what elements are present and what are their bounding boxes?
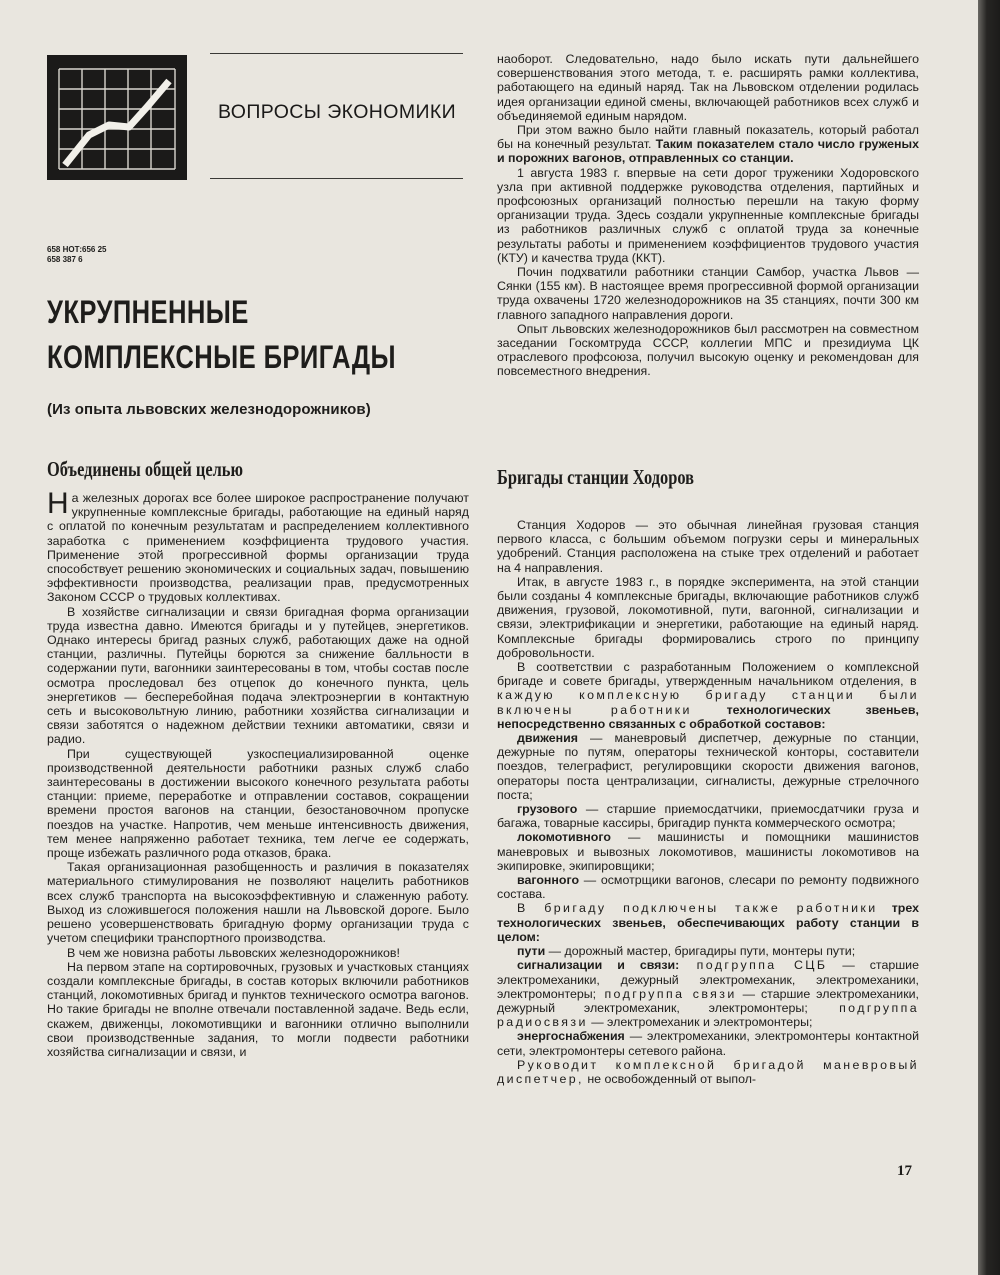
list-item: грузового — старшие приемосдатчики, приемосдатчики груза и багажа, товарные кассиры, бригадир пункта коммерческого осмотра; — [497, 802, 919, 831]
paragraph: При этом важно было найти главный показатель, который работал бы на конечный результат. Таким показателем стало число груженых и порожних вагонов, отправленных со станции. — [497, 123, 919, 166]
paragraph: Итак, в августе 1983 г., в порядке эксперимента, на этой станции были созданы 4 комплексные бригады, включающие работников служб движения, грузовой, локомотивной, пути, вагонной, сигнализации и связи, электрификации и энергетики, работающие на единый наряд. Комплексные бригады формировались строго по принципу добровольности. — [497, 574, 919, 660]
right-column-top — [497, 52, 919, 379]
paragraph: В чем же новизна работы львовских железнодорожников! — [67, 945, 400, 960]
page-edge-shadow — [978, 0, 1000, 1275]
title-line: КОМПЛЕКСНЫЕ БРИГАДЫ — [47, 339, 396, 375]
paragraph: При существующей узкоспециализированной оценке производственной деятельности работники разных служб слабо заинтересованы в достижении высокого конечного результата работы станции: приеме, переработке и отправлении составов, сокращении времени простоя вагонов на станции, безостановочном пропуске поездов на участке. Напротив, чем меньше интенсивность движения, тем менее напряженно работает техника, тем легче ее содержать, проще избежать различного рода отказов, брака. — [47, 746, 469, 861]
paragraph: Опыт львовских железнодорожников был рассмотрен на совместном заседании Госкомтруда СССР, коллегии МПС и президиума ЦК отраслевого профсоюза, получил высокую оценку и рекомендован для повсеместного внедрения. — [497, 321, 919, 379]
paragraph: На железных дорогах все более широкое распространение получают укрупненные комплексные бригады, работающие на единый наряд с оплатой по конечным результатам и распределением коллективного заработка с применением коэффициента трудового участия. Применение этой прогрессивной формы организации труда способствует решению экономических и социальных задач, повышению эффективности производства, реализации прав, предусмотренных Законом СССР о трудовых коллективах. — [47, 487, 469, 605]
udc-line: 658 НОТ:656 25 — [47, 245, 107, 254]
section-heading: Бригады станции Ходоров — [497, 465, 694, 489]
section-heading: Объединены общей целью — [47, 457, 243, 481]
article-title — [47, 290, 396, 380]
chart-logo-icon — [47, 55, 187, 180]
header-rule-bottom — [210, 178, 463, 179]
list-item: локомотивного — машинисты и помощники машинистов маневровых и вывозных локомотивов, машинисты локомотивов на экипировке, экипировщики; — [497, 830, 919, 873]
paragraph: Руководит комплексной бригадой маневровый диспетчер, не освобожденный от выпол- — [497, 1057, 919, 1086]
page-number: 17 — [897, 1163, 912, 1179]
list-item: сигнализации и связи: подгруппа СЦБ — старшие электромеханики, дежурный электромеханик, электромеханики, электромонтеры; подгруппа связи — старшие электромеханики, дежурный электромеханик, электромонтеры; подгруппа радиосвязи — электромеханик и электромонтеры; — [497, 958, 920, 1030]
paragraph: Такая организационная разобщенность и различия в показателях материального стимулирования не позволяют нацелить работников всех служб транспорта на высокоэффективную и слаженную работу. Выход из сложившегося положения нашли на Львовской дороге. Было решено усовершенствовать бригадную форму организации труда с учетом специфики транспортного производства. — [47, 860, 469, 946]
paragraph: На первом этапе на сортировочных, грузовых и участковых станциях создали комплексные бригады, в состав которых включили работников станций, локомотивных бригад и пунктов технического осмотра вагонов. Но такие бригады не вполне отвечали поставленной задаче. Ведь если, скажем, движенцы, локомотивщики и вагонники отлично выполнили свои производственные задания, то могли подвести работники хозяйства сигнализации и связи, и — [47, 959, 469, 1059]
header-rule-top — [210, 53, 463, 54]
right-column-bottom — [497, 518, 919, 1086]
udc-code — [47, 245, 106, 265]
paragraph: В соответствии с разработанным Положением о комплексной бригаде и совете бригады, утвержденным начальником отделения, в каждую комплексную бригаду станции были включены работники технологических звеньев, непосредственно связанных с обработкой составов: — [497, 660, 919, 731]
paragraph: В хозяйстве сигнализации и связи бригадная форма организации труда известна давно. Имеются бригады и у путейцев, энергетиков. Однако интересы бригад разных служб, работающих даже на одной станции, различны. Путейцы борются за снижение балльности в содержании пути, вагонники заинтересованы в том, чтобы состав после осмотра проследовал без отцепок до конечного пункта, цель энергетиков — бесперебойная подача электроэнергии в контактную сеть и высоковольтную линию, работники хозяйства сигнализации и связи заботятся о надежном действии техники автоматики, связи и радио. — [47, 604, 469, 747]
paragraph: Станция Ходоров — это обычная линейная грузовая станция первого класса, с большим объемом погрузки серы и минеральных удобрений. Станция расположена на стыке трех отделений и работает на 4 направления. — [497, 518, 919, 575]
left-column — [47, 487, 469, 1059]
paragraph: 1 августа 1983 г. впервые на сети дорог труженики Ходоровского узла при активной поддержке руководства отделения, партийных и профсоюзных организаций полностью перешли на такую форму организации труда. Здесь создали укрупненные комплексные бригады из работников различных служб с оплатой труда за конечные результаты работы и применением коэффициентов трудового участия (КТУ) и качества труда (ККТ). — [497, 165, 919, 265]
article-subtitle: (Из опыта львовских железнодорожников) — [47, 401, 371, 418]
list-item: вагонного — осмотрщики вагонов, слесари по ремонту подвижного состава. — [497, 873, 919, 902]
list-item: движения — маневровый диспетчер, дежурные по станции, дежурные по путям, операторы технической конторы, составители поездов, телеграфист, регулировщики скорости движения вагонов, операторы поста централизации, сигналисты, дежурные стрелочного поста; — [497, 731, 919, 802]
list-item: пути — дорожный мастер, бригадиры пути, монтеры пути; — [517, 944, 856, 959]
paragraph: Почин подхватили работники станции Самбор, участка Львов — Сянки (155 км). В настоящее время прогрессивной формой организации труда охвачены 1720 железнодорожников на 35 станциях, почти 300 км главного западного направления дороги. — [497, 265, 919, 322]
drop-cap: Н — [47, 487, 69, 520]
rubric-heading: ВОПРОСЫ ЭКОНОМИКИ — [218, 101, 457, 123]
udc-line: 658 387 6 — [47, 255, 83, 264]
title-line: УКРУПНЕННЫЕ — [47, 294, 249, 330]
paragraph: наоборот. Следовательно, надо было искать пути дальнейшего совершенствования этого метода, т. е. расширять рамки коллектива, работающего на единый наряд. Так на Львовском отделении родилась идея организации единой смены, включающей работников всех служб и объединяемой единым нарядом. — [497, 52, 919, 123]
paragraph: В бригаду подключены также работники трех технологических звеньев, обеспечивающих работу станции в целом: — [497, 901, 919, 944]
list-item: энергоснабжения — электромеханики, электромонтеры контактной сети, электромонтеры сетевого района. — [497, 1029, 919, 1058]
